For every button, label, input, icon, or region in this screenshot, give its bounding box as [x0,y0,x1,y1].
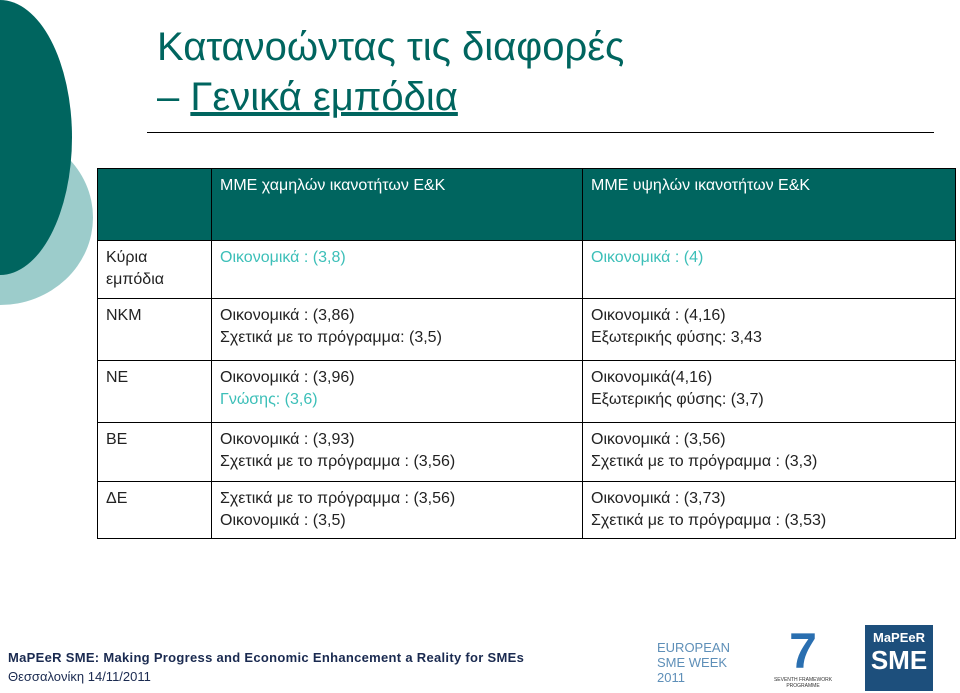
table-row [98,241,956,299]
cell-line: Εξωτερικής φύσης: 3,43 [591,329,762,346]
cell-line: Οικονομικά : (3,56) [591,431,726,448]
header-cell-empty [98,169,212,241]
cell-line: Εξωτερικής φύσης: (3,7) [591,391,764,408]
cell-line: Σχετικά με το πρόγραμμα : (3,53) [591,512,827,529]
header-cell-low: ΜΜΕ χαμηλών ικανοτήτων Ε&Κ [212,169,583,241]
footer-date: Θεσσαλονίκη 14/11/2011 [8,669,151,684]
cell-high [583,361,956,423]
row-label: ΒΕ [98,423,212,482]
sme-week-logo [617,640,757,685]
table-row [98,423,956,482]
cell-high [583,299,956,361]
cell-line: Οικονομικά : (3,5) [220,512,346,529]
title-dash: – [157,75,191,119]
cell-line: Σχετικά με το πρόγραμμα : (3,3) [591,453,818,470]
footer-project: MaPEeR SME: Making Progress and Economic Enhancement a Reality for SMEs [8,650,525,665]
table-header-row [98,169,956,241]
cell-line: Γνώσης: (3,6) [220,391,318,408]
cell-line: Οικονομικά : (3,86) [220,307,355,324]
cell-low: Οικονομικά : (3,8) [212,241,583,299]
title-line2: Γενικά εμπόδια [190,75,458,119]
cell-line: Σχετικά με το πρόγραμμα : (3,56) [220,490,456,507]
cell-low [212,423,583,482]
logo-text: MaPEeR [872,630,926,645]
row-label: ΔΕ [98,482,212,539]
title-line1: Κατανοώντας τις διαφορές [157,25,625,69]
cell-low [212,482,583,539]
logo-text: EUROPEAN [657,640,730,655]
cell-line: Οικονομικά : (3,93) [220,431,355,448]
table-row [98,361,956,423]
logo-text: SME WEEK 2011 [657,655,728,685]
cell-low [212,299,583,361]
cell-line: Σχετικά με το πρόγραμμα: (3,5) [220,329,442,346]
barriers-table [97,168,956,539]
row-label: Κύρια εμπόδια [98,241,212,299]
fp7-text: SEVENTH FRAMEWORK PROGRAMME [773,677,833,689]
cell-low [212,361,583,423]
row-label: ΝΚΜ [98,299,212,361]
cell-high [583,482,956,539]
cell-line: Οικονομικά : (3,96) [220,369,355,386]
cell-line: Οικονομικά : (3,73) [591,490,726,507]
cell-line: Οικονομικά(4,16) [591,369,713,386]
mapeer-logo [865,625,933,691]
logo-text: SME [870,645,928,675]
cell-line: Οικονομικά : (4,16) [591,307,726,324]
cell-line: Σχετικά με το πρόγραμμα : (3,56) [220,453,456,470]
table-row [98,299,956,361]
row-label: ΝΕ [98,361,212,423]
table-row [98,482,956,539]
cell-high: Οικονομικά : (4) [583,241,956,299]
header-cell-high: ΜΜΕ υψηλών ικανοτήτων Ε&Κ [583,169,956,241]
title-divider [147,132,934,133]
slide-title [157,22,917,122]
fp7-mark: 7 [789,623,817,679]
cell-high [583,423,956,482]
fp7-logo [768,625,838,690]
